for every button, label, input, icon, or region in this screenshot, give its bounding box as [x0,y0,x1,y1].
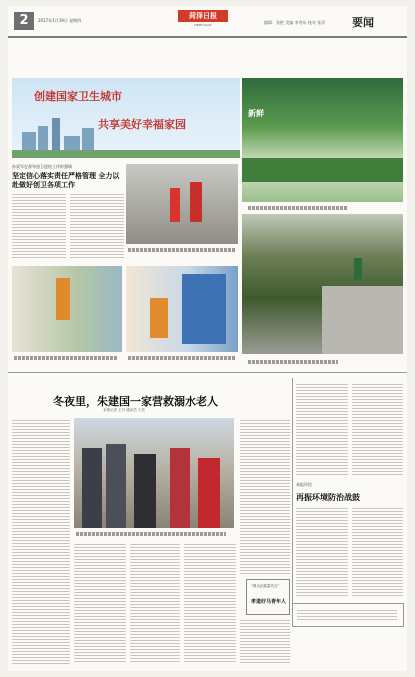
article-text [12,418,70,664]
promo-kicker: “我为正能量代言” [251,584,280,588]
banner-image [12,78,240,158]
worker-figure [170,188,180,222]
feature-headline [12,164,124,190]
photo-caption [248,360,338,364]
article-text [184,542,236,664]
issue-date: 2017年1月19日 星期四 [38,18,82,23]
promo-headline: 孝道好马青年人 [251,599,287,605]
section-title: 要闻 [352,16,374,29]
photo-caption [128,248,236,252]
person-figure [106,444,126,528]
story-byline: 本报记者 王丹 通讯员 王亮 [103,408,145,412]
worker-figure [56,278,70,320]
person-figure [82,448,102,528]
worker-figure [190,182,202,222]
feature-kicker: 孙爱军在督导创卫迎检工作时强调 [12,164,72,169]
road-surface [322,286,403,354]
worker-figure [150,298,168,338]
masthead-subtitle: HEZE DAILY [194,23,212,27]
newspaper-page [8,6,407,671]
article-text [296,382,348,476]
billboard [182,274,226,344]
photo-caption [76,532,226,536]
vegetable-counter [242,158,403,182]
article-text [130,542,180,664]
article-text [352,382,403,476]
worker-figure [354,258,362,280]
article-text [74,542,126,664]
photo-poster-work [126,266,238,352]
banner-lawn [12,150,240,158]
photo-vegetable-market [242,78,403,202]
story-title: 冬夜里，朱建国一家营救溺水老人 [53,395,218,408]
person-figure [170,448,190,528]
photo-caption [248,206,348,210]
section-divider [8,372,407,373]
page-header [8,6,407,38]
article-text [240,418,290,574]
column-divider [292,378,293,618]
photo-street-workers [126,164,238,244]
feature-title: 坚定信心落实责任严格管理 全力以赴做好创卫各项工作 [12,172,120,189]
commentary-title: 再振环境防治战鼓 [296,493,360,502]
article-text [70,192,124,258]
photo-wall-cleaning [12,266,122,352]
photo-rescuers-group [74,418,234,528]
market-sign: 新鲜 [248,108,264,118]
editor-credits: 编辑：张艳 美编 李秀东 校对 张萍 [264,20,326,25]
article-text [12,192,66,258]
promo-box [246,579,290,615]
person-figure [134,454,156,528]
notice-box [292,603,404,627]
commentary-tag: 本报评论 [296,482,312,487]
person-figure [198,458,220,528]
notice-text [297,608,397,622]
banner-title-line1: 创建国家卫生城市 [34,90,122,103]
photo-caption [128,356,236,360]
article-text [296,506,348,598]
photo-hedge-trimming [242,214,403,354]
article-text [240,618,290,664]
banner-title-line2: 共享美好幸福家园 [98,118,186,131]
article-text [352,506,403,598]
page-number: 2 [14,12,34,30]
photo-caption [14,356,118,360]
masthead: 菏泽日报 [178,10,228,22]
